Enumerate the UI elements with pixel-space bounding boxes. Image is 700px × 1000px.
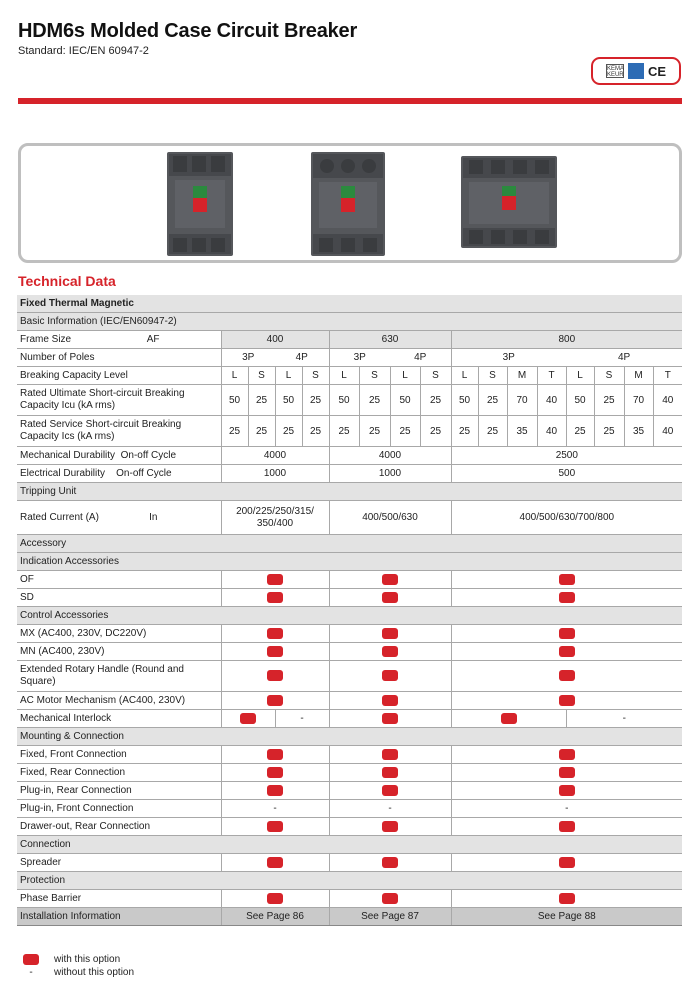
elec-dur-630: 1000 [329, 465, 451, 483]
spreader-label: Spreader [17, 854, 221, 872]
ce-mark: CE [647, 63, 667, 79]
option-cell [451, 818, 682, 836]
cb-scheme-mark [628, 63, 644, 79]
mounting-label: Mounting & Connection [17, 728, 682, 746]
option-cell [221, 692, 329, 710]
option-cell: - [329, 800, 451, 818]
mech-dur-400: 4000 [221, 447, 329, 465]
sd-label: SD [17, 589, 221, 607]
certification-marks [591, 57, 681, 85]
option-cell [329, 643, 451, 661]
plugin-front-label: Plug-in, Front Connection [17, 800, 221, 818]
legend-with-option [18, 954, 120, 965]
row-plugin-rear [17, 782, 682, 800]
option-cell [451, 643, 682, 661]
option-cell [451, 661, 682, 692]
option-cell: - [451, 800, 682, 818]
row-poles [17, 349, 682, 367]
option-cell [451, 589, 682, 607]
row-fixed-thermal [17, 295, 682, 313]
row-accessory [17, 535, 682, 553]
icu-cell: 50 [275, 385, 302, 416]
row-icu [17, 385, 682, 416]
product-photo-panel [18, 143, 682, 263]
option-cell [451, 625, 682, 643]
frame-size-unit: AF [146, 334, 160, 345]
row-indication [17, 553, 682, 571]
icu-cell: 40 [653, 385, 682, 416]
option-cell [329, 764, 451, 782]
option-cell [329, 782, 451, 800]
ics-cell: 25 [329, 416, 359, 447]
option-available-marker [382, 857, 398, 868]
row-tripping-unit [17, 483, 682, 501]
rated-current-label-cell [17, 501, 221, 535]
ics-cell: 25 [302, 416, 329, 447]
option-cell [221, 625, 329, 643]
option-available-marker [559, 821, 575, 832]
icu-cell: 50 [566, 385, 594, 416]
icu-cell: 50 [221, 385, 248, 416]
fixed-thermal-label: Fixed Thermal Magnetic [17, 295, 682, 313]
option-available-marker [382, 628, 398, 639]
option-available-marker [559, 574, 575, 585]
poles-cell: 3P [329, 349, 390, 367]
elec-dur-400: 1000 [221, 465, 329, 483]
mech-dur-label: Mechanical Durability [20, 450, 116, 461]
row-control [17, 607, 682, 625]
elec-dur-800: 500 [451, 465, 682, 483]
option-available-marker [559, 785, 575, 796]
option-cell [221, 764, 329, 782]
option-available-marker [267, 857, 283, 868]
icu-cell: 25 [478, 385, 507, 416]
row-fixed-rear [17, 764, 682, 782]
ics-cell: 25 [478, 416, 507, 447]
icu-cell: 70 [507, 385, 537, 416]
option-cell: - [275, 710, 329, 728]
breaker-400-image [165, 150, 235, 258]
ics-cell: 40 [537, 416, 566, 447]
option-available-marker [382, 893, 398, 904]
rated-current-unit: In [149, 512, 158, 523]
option-available-marker [23, 954, 39, 965]
indication-label: Indication Accessories [17, 553, 682, 571]
rated-current-630: 400/500/630 [329, 501, 451, 535]
legend-without-option [18, 967, 134, 978]
row-mounting [17, 728, 682, 746]
legend-dash-mark: - [29, 967, 33, 978]
poles-cell: 4P [275, 349, 329, 367]
level-cell: S [302, 367, 329, 385]
page-title: HDM6s Molded Case Circuit Breaker [18, 20, 358, 42]
option-cell [221, 571, 329, 589]
row-breaking-level [17, 367, 682, 385]
level-cell: S [594, 367, 624, 385]
option-available-marker [267, 821, 283, 832]
mech-dur-unit: On-off Cycle [120, 450, 176, 461]
motor-label: AC Motor Mechanism (AC400, 230V) [17, 692, 221, 710]
mx-label: MX (AC400, 230V, DC220V) [17, 625, 221, 643]
icu-cell: 25 [302, 385, 329, 416]
breaker-630-image [309, 150, 387, 258]
row-drawout [17, 818, 682, 836]
poles-cell: 4P [390, 349, 451, 367]
option-cell [451, 890, 682, 908]
option-available-marker [267, 893, 283, 904]
frame-size-800: 800 [451, 331, 682, 349]
of-label: OF [17, 571, 221, 589]
row-frame-size [17, 331, 682, 349]
option-cell [221, 661, 329, 692]
frame-size-400: 400 [221, 331, 329, 349]
row-mx [17, 625, 682, 643]
row-of [17, 571, 682, 589]
row-fixed-front [17, 746, 682, 764]
option-cell [329, 589, 451, 607]
drawout-label: Drawer-out, Rear Connection [17, 818, 221, 836]
ics-cell: 25 [275, 416, 302, 447]
option-cell [221, 890, 329, 908]
fixed-rear-label: Fixed, Rear Connection [17, 764, 221, 782]
option-cell [329, 661, 451, 692]
row-sd [17, 589, 682, 607]
option-available-marker [559, 857, 575, 868]
option-cell [221, 643, 329, 661]
elec-dur-label: Electrical Durability [20, 468, 106, 479]
option-available-marker [382, 646, 398, 657]
control-label: Control Accessories [17, 607, 682, 625]
level-cell: L [451, 367, 478, 385]
option-available-marker [267, 574, 283, 585]
option-cell [451, 710, 566, 728]
level-cell: L [275, 367, 302, 385]
icu-cell: 70 [624, 385, 653, 416]
option-available-marker [382, 785, 398, 796]
row-connection [17, 836, 682, 854]
accessory-label: Accessory [17, 535, 682, 553]
mn-label: MN (AC400, 230V) [17, 643, 221, 661]
option-available-marker [382, 749, 398, 760]
option-available-marker [559, 893, 575, 904]
rated-current-label: Rated Current (A) [20, 512, 99, 523]
ics-cell: 25 [566, 416, 594, 447]
row-mn [17, 643, 682, 661]
icu-cell: 40 [537, 385, 566, 416]
icu-cell: 25 [359, 385, 390, 416]
icu-cell: 50 [329, 385, 359, 416]
option-available-marker [267, 592, 283, 603]
option-available-marker [267, 749, 283, 760]
legend-with-label: with this option [54, 954, 121, 966]
row-motor [17, 692, 682, 710]
option-available-marker [559, 592, 575, 603]
ics-cell: 25 [451, 416, 478, 447]
option-available-marker [559, 695, 575, 706]
install-page-630: See Page 87 [329, 908, 451, 926]
level-cell: T [653, 367, 682, 385]
option-cell [221, 710, 275, 728]
option-cell: - [221, 800, 329, 818]
level-cell: L [221, 367, 248, 385]
option-available-marker [559, 646, 575, 657]
breaker-800-image [459, 150, 559, 250]
level-cell: S [420, 367, 451, 385]
frame-size-label-cell [17, 331, 221, 349]
option-available-marker [267, 785, 283, 796]
row-interlock [17, 710, 682, 728]
option-cell [451, 854, 682, 872]
icu-label: Rated Ultimate Short-circuit Breaking Capacity Icu (kA rms) [17, 385, 221, 416]
option-available-marker [559, 670, 575, 681]
technical-data-table [17, 295, 682, 926]
option-available-marker [240, 713, 256, 724]
option-cell [451, 746, 682, 764]
ics-cell: 25 [420, 416, 451, 447]
option-cell [221, 854, 329, 872]
install-label: Installation Information [17, 908, 221, 926]
connection-label: Connection [17, 836, 682, 854]
frame-size-630: 630 [329, 331, 451, 349]
row-ics [17, 416, 682, 447]
ics-cell: 25 [248, 416, 275, 447]
section-title: Technical Data [18, 273, 116, 289]
ics-cell: 25 [359, 416, 390, 447]
option-available-marker [559, 749, 575, 760]
header-divider [18, 98, 682, 104]
kema-keur-mark: KEMA KEUR [606, 66, 624, 78]
row-electrical-durability [17, 465, 682, 483]
standard-text: Standard: IEC/EN 60947-2 [18, 45, 149, 57]
option-cell [451, 571, 682, 589]
option-available-marker [267, 628, 283, 639]
poles-label: Number of Poles [17, 349, 221, 367]
option-available-marker [267, 767, 283, 778]
option-cell [329, 890, 451, 908]
protection-label: Protection [17, 872, 682, 890]
row-protection [17, 872, 682, 890]
breaking-level-label: Breaking Capacity Level [17, 367, 221, 385]
option-available-marker [382, 670, 398, 681]
icu-cell: 50 [390, 385, 420, 416]
row-rated-current [17, 501, 682, 535]
elec-dur-label-cell [17, 465, 221, 483]
tripping-unit-label: Tripping Unit [17, 483, 682, 501]
ics-cell: 25 [221, 416, 248, 447]
level-cell: M [507, 367, 537, 385]
poles-cell: 3P [221, 349, 275, 367]
icu-cell: 25 [248, 385, 275, 416]
option-cell [329, 710, 451, 728]
option-cell [221, 589, 329, 607]
option-cell [451, 692, 682, 710]
rated-current-800: 400/500/630/700/800 [451, 501, 682, 535]
level-cell: S [478, 367, 507, 385]
mech-dur-630: 4000 [329, 447, 451, 465]
icu-cell: 25 [594, 385, 624, 416]
level-cell: L [329, 367, 359, 385]
level-cell: T [537, 367, 566, 385]
row-basic-info [17, 313, 682, 331]
rated-current-400: 200/225/250/315/ 350/400 [221, 501, 329, 535]
install-page-400: See Page 86 [221, 908, 329, 926]
fixed-front-label: Fixed, Front Connection [17, 746, 221, 764]
row-rotary-handle [17, 661, 682, 692]
option-cell [221, 746, 329, 764]
level-cell: S [248, 367, 275, 385]
option-cell [221, 818, 329, 836]
option-available-marker [559, 767, 575, 778]
option-cell [329, 571, 451, 589]
row-phase-barrier [17, 890, 682, 908]
mech-dur-label-cell [17, 447, 221, 465]
level-cell: S [359, 367, 390, 385]
option-cell [451, 782, 682, 800]
phase-barrier-label: Phase Barrier [17, 890, 221, 908]
option-available-marker [382, 713, 398, 724]
interlock-label: Mechanical Interlock [17, 710, 221, 728]
row-spreader [17, 854, 682, 872]
legend-without-label: without this option [54, 967, 135, 978]
poles-cell: 3P [451, 349, 566, 367]
plugin-rear-label: Plug-in, Rear Connection [17, 782, 221, 800]
icu-cell: 50 [451, 385, 478, 416]
option-cell [329, 746, 451, 764]
option-cell [329, 818, 451, 836]
option-available-marker [267, 695, 283, 706]
option-cell [451, 764, 682, 782]
option-available-marker [382, 592, 398, 603]
option-available-marker [559, 628, 575, 639]
ics-cell: 25 [594, 416, 624, 447]
option-cell [329, 692, 451, 710]
option-available-marker [501, 713, 517, 724]
ics-cell: 35 [507, 416, 537, 447]
option-available-marker [267, 646, 283, 657]
option-available-marker [267, 670, 283, 681]
icu-cell: 25 [420, 385, 451, 416]
ics-cell: 25 [390, 416, 420, 447]
option-cell: - [566, 710, 682, 728]
ics-cell: 35 [624, 416, 653, 447]
row-mechanical-durability [17, 447, 682, 465]
mech-dur-800: 2500 [451, 447, 682, 465]
install-page-800: See Page 88 [451, 908, 682, 926]
frame-size-label: Frame Size [20, 334, 72, 345]
option-available-marker [382, 767, 398, 778]
elec-dur-unit: On-off Cycle [116, 468, 172, 479]
option-available-marker [382, 574, 398, 585]
row-installation [17, 908, 682, 926]
level-cell: M [624, 367, 653, 385]
ics-label: Rated Service Short-circuit Breaking Capacity Ics (kA rms) [17, 416, 221, 447]
option-cell [329, 625, 451, 643]
ics-cell: 40 [653, 416, 682, 447]
level-cell: L [390, 367, 420, 385]
level-cell: L [566, 367, 594, 385]
option-cell [221, 782, 329, 800]
row-plugin-front [17, 800, 682, 818]
rotary-label: Extended Rotary Handle (Round and Square) [17, 661, 221, 692]
option-available-marker [382, 821, 398, 832]
basic-info-label: Basic Information (IEC/EN60947-2) [17, 313, 682, 331]
poles-cell: 4P [566, 349, 682, 367]
option-cell [329, 854, 451, 872]
option-available-marker [382, 695, 398, 706]
